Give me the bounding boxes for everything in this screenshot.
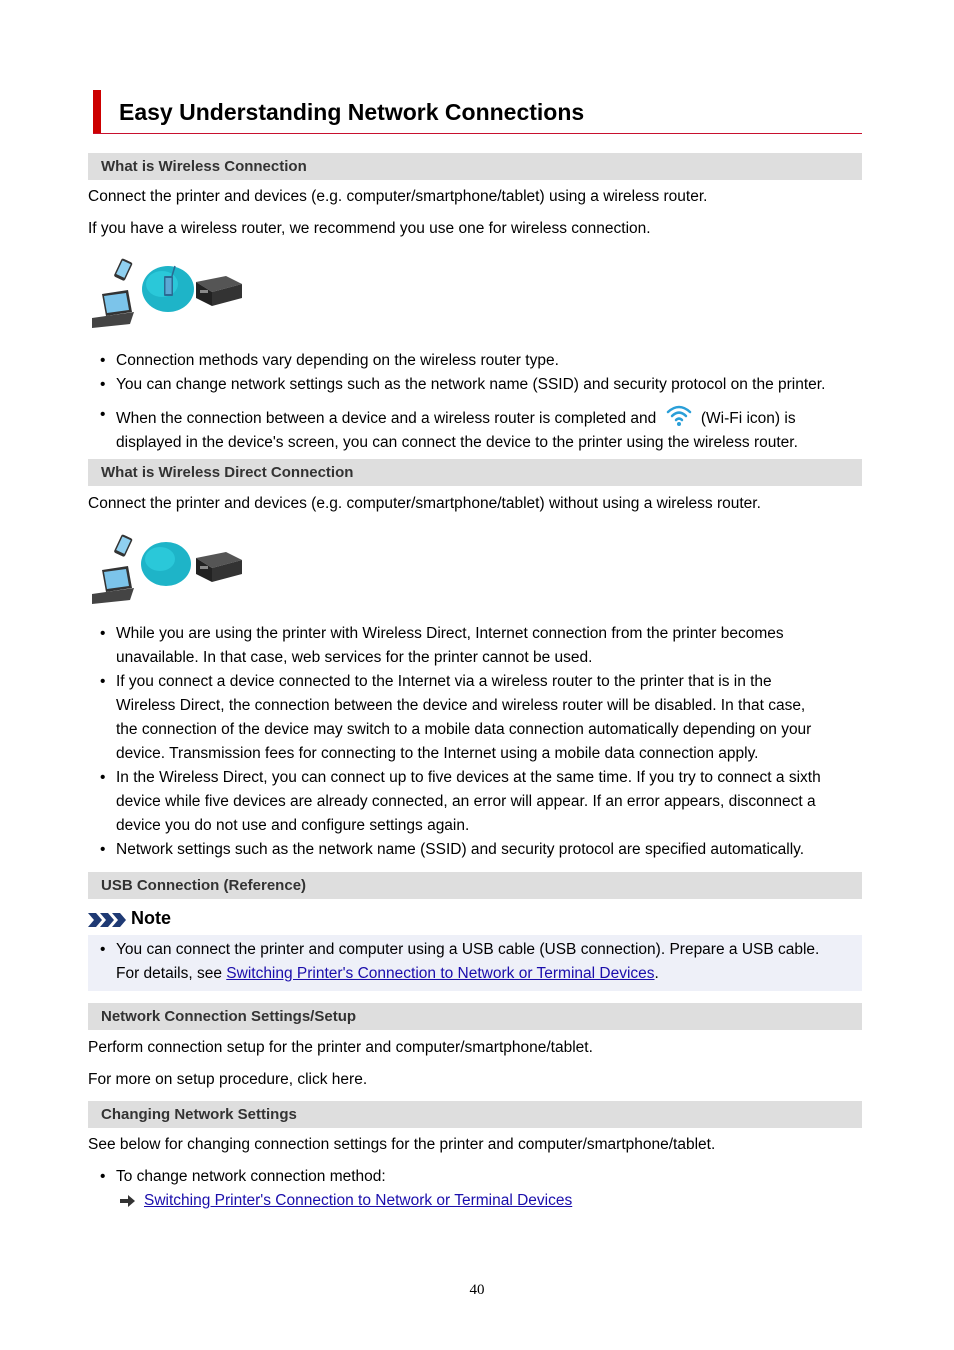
section-heading-text: What is Wireless Direct Connection <box>101 464 354 481</box>
note-label: Note <box>131 908 171 928</box>
bullet-line: the connection of the device may switch to a mobile data connection automatically depending on your <box>116 721 812 738</box>
paragraph: Perform connection setup for the printer and computer/smartphone/tablet. <box>88 1039 593 1056</box>
bullet-line: unavailable. In that case, web services for the printer cannot be used. <box>116 649 593 666</box>
page-number: 40 <box>469 1282 485 1298</box>
list-item: • When the connection between a device and a wireless router is completed and (Wi-Fi icon) is displayed in the device's screen, you can connect the device to the printer using the wireless router. <box>100 403 860 455</box>
wifi-icon <box>665 403 693 427</box>
list-item: • Network settings such as the network name (SSID) and security protocol are specified automatically. <box>100 838 860 862</box>
bullet-line: device. Transmission fees for connecting to the Internet using a mobile data connection apply. <box>116 745 759 762</box>
paragraph: Connect the printer and devices (e.g. computer/smartphone/tablet) using a wireless router. <box>88 188 708 205</box>
note-chevrons-icon <box>88 910 128 930</box>
section-heading-direct <box>88 459 862 486</box>
section-heading-changing <box>88 1101 862 1128</box>
title-accent-bar <box>93 90 101 133</box>
list-item: • Connection methods vary depending on the wireless router type. <box>100 352 559 369</box>
link-row <box>120 1189 572 1213</box>
section-heading-setup <box>88 1003 862 1030</box>
bullet-line: device while five devices are already connected, an error will appear. If an error appears, disconnect a <box>116 793 816 810</box>
paragraph: If you have a wireless router, we recommend you use one for wireless connection. <box>88 220 651 237</box>
bullet-text: When the connection between a device and a wireless router is completed and <box>116 410 657 427</box>
section-heading-text: What is Wireless Connection <box>101 158 307 175</box>
list-item: • To change network connection method: <box>100 1168 386 1185</box>
paragraph: For more on setup procedure, click here. <box>88 1071 368 1088</box>
bullet-line: device you do not use and configure settings again. <box>116 817 470 834</box>
bullet-line: Wireless Direct, the connection between the device and wireless router will be disabled. In that case, <box>116 697 806 714</box>
section-heading-text: USB Connection (Reference) <box>101 877 307 894</box>
switching-connection-link[interactable]: Switching Printer's Connection to Network or Terminal Devices <box>144 1192 573 1209</box>
list-item: • You can change network settings such as the network name (SSID) and security protocol on the printer. <box>100 376 826 393</box>
page-title: Easy Understanding Network Connections <box>119 99 585 125</box>
note-header <box>88 907 288 931</box>
usb-details-link[interactable]: Switching Printer's Connection to Network or Terminal Devices <box>226 965 655 982</box>
section-heading-text: Network Connection Settings/Setup <box>101 1008 357 1025</box>
list-item: • If you connect a device connected to the Internet via a wireless router to the printer that is in the Wireless Direct, the connection between the device and wireless router will be disabled. In that case, the connection of the device may switch to a mobile data connection automatically depending on your device. Transmission fees for connecting to the Internet using a mobile data connection apply. <box>100 670 860 766</box>
bullet-line: In the Wireless Direct, you can connect up to five devices at the same time. If you try to connect a sixth <box>116 769 821 786</box>
section-heading-text: Changing Network Settings <box>101 1106 297 1123</box>
bullet-line: While you are using the printer with Wireless Direct, Internet connection from the printer becomes <box>116 625 784 642</box>
list-item: • You can connect the printer and computer using a USB cable (USB connection). Prepare a USB cable. For details, see Switching Printer's Connection to Network or Terminal Devices. <box>100 941 820 982</box>
bullet-line: Network settings such as the network name (SSID) and security protocol are specified automatically. <box>116 841 805 858</box>
bullet-line: If you connect a device connected to the Internet via a wireless router to the printer that is in the <box>116 673 772 690</box>
wireless-connection-illustration <box>88 252 244 332</box>
section-heading-wireless <box>88 153 862 180</box>
right-arrow-icon <box>120 1195 136 1207</box>
wireless-direct-illustration <box>88 528 244 608</box>
bullet-text: displayed in the device's screen, you can connect the device to the printer using the wireless router. <box>116 434 798 451</box>
section-heading-usb <box>88 872 862 899</box>
list-item: • In the Wireless Direct, you can connect up to five devices at the same time. If you try to connect a sixth device while five devices are already connected, an error will appear. If an error appears, disconnect a device you do not use and configure settings again. <box>100 766 860 838</box>
note-box <box>88 935 862 991</box>
paragraph: Connect the printer and devices (e.g. computer/smartphone/tablet) without using a wireless router. <box>88 495 761 512</box>
bullet-text: (Wi-Fi icon) is <box>700 410 796 427</box>
list-item: • While you are using the printer with Wireless Direct, Internet connection from the printer becomes unavailable. In that case, web services for the printer cannot be used. <box>100 622 860 670</box>
paragraph: See below for changing connection settings for the printer and computer/smartphone/tablet. <box>88 1136 716 1153</box>
page-title-block <box>93 90 862 134</box>
